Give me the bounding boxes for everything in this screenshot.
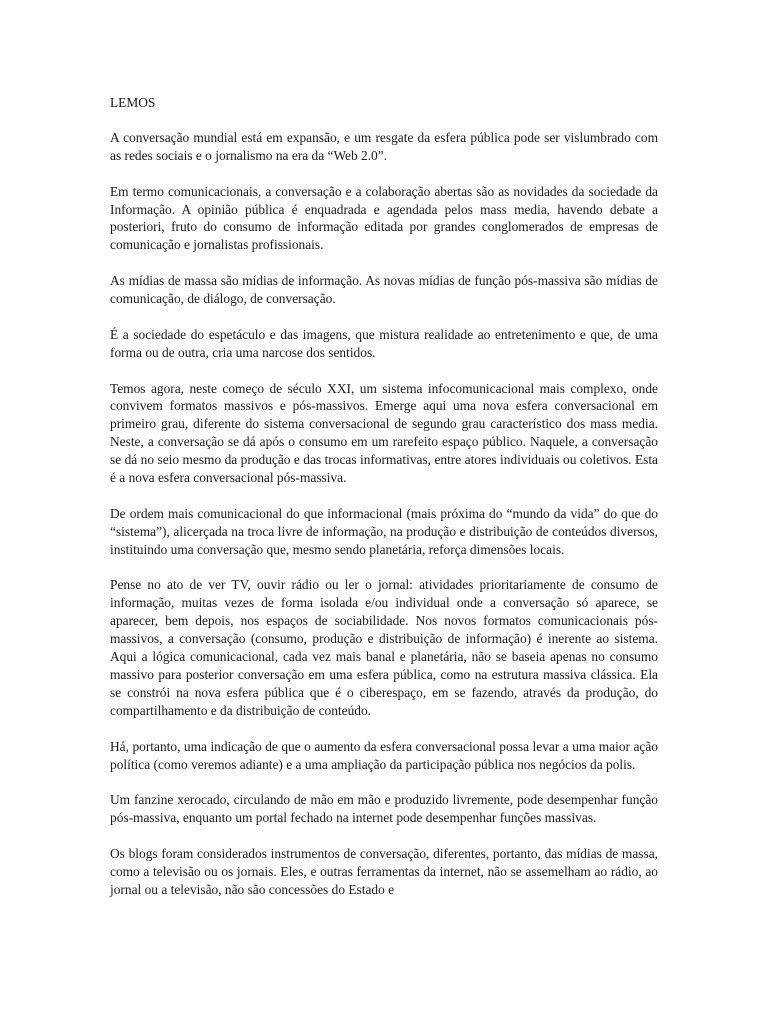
paragraph-2: Em termo comunicacionais, a conversação e a colaboração abertas são as novidades da sociedade da Informação. A opinião pública é enquadrada e agendada pelos mass media, havendo debate a posteriori, fruto do consumo de informação editada por grandes conglomerados de empresas de comunicação e jornalistas profissionais. (110, 183, 658, 253)
paragraph-6: De ordem mais comunicacional do que informacional (mais próxima do “mundo da vida” do que do “sistema”), alicerçada na troca livre de informação, na produção e distribuição de conteúdos diversos, instituindo uma conversação que, mesmo sendo planetária, reforça dimensões locais. (110, 505, 658, 557)
document-page (110, 94, 658, 917)
document-heading: LEMOS (110, 95, 156, 110)
paragraph-4: É a sociedade do espetáculo e das imagens, que mistura realidade ao entretenimento e que, de uma forma ou de outra, cria uma narcose dos sentidos. (110, 326, 658, 360)
paragraph-5: Temos agora, neste começo de século XXI, um sistema infocomunicacional mais complexo, onde convivem formatos massivos e pós-massivos. Emerge aqui uma nova esfera conversacional em primeiro grau, diferente do sistema conversacional de segundo grau característico dos mass media. Neste, a conversação se dá após o consumo em um rarefeito espaço público. Naquele, a conversação se dá no seio mesmo da produção e das trocas informativas, entre atores individuais ou coletivos. Esta é a nova esfera conversacional pós-massiva. (110, 380, 658, 486)
paragraph-9: Um fanzine xerocado, circulando de mão em mão e produzido livremente, pode desempenhar função pós-massiva, enquanto um portal fechado na internet pode desempenhar funções massivas. (110, 792, 658, 826)
paragraph-8: Há, portanto, uma indicação de que o aumento da esfera conversacional possa levar a uma maior ação política (como veremos adiante) e a uma ampliação da participação pública nos negócios da polis. (110, 738, 658, 772)
paragraph-10: Os blogs foram considerados instrumentos de conversação, diferentes, portanto, das mídias de massa, como a televisão ou os jornais. Eles, e outras ferramentas da internet, não se assemelham ao rádio, ao jornal ou a televisão, não são concessões do Estado e (110, 846, 658, 897)
paragraph-3: As mídias de massa são mídias de informação. As novas mídias de função pós-massiva são mídias de comunicação, de diálogo, de conversação. (110, 273, 658, 307)
paragraph-7: Pense no ato de ver TV, ouvir rádio ou ler o jornal: atividades prioritariamente de consumo de informação, muitas vezes de forma isolada e/ou individual onde a conversação só aparece, se aparecer, bem depois, nos espaços de sociabilidade. Nos novos formatos comunicacionais pós-massivos, a conversação (consumo, produção e distribuição de informação) é inerente ao sistema. Aqui a lógica comunicacional, cada vez mais banal e planetária, não se baseia apenas no consumo massivo para posterior conversação em uma esfera pública, como na estrutura massiva clássica. Ela se constrói na nova esfera pública que é o ciberespaço, em se fazendo, através da produção, do compartilhamento e da distribuição de conteúdo. (110, 577, 658, 718)
paragraph-1: A conversação mundial está em expansão, e um resgate da esfera pública pode ser vislumbrado com as redes sociais e o jornalismo na era da “Web 2.0”. (110, 129, 658, 163)
